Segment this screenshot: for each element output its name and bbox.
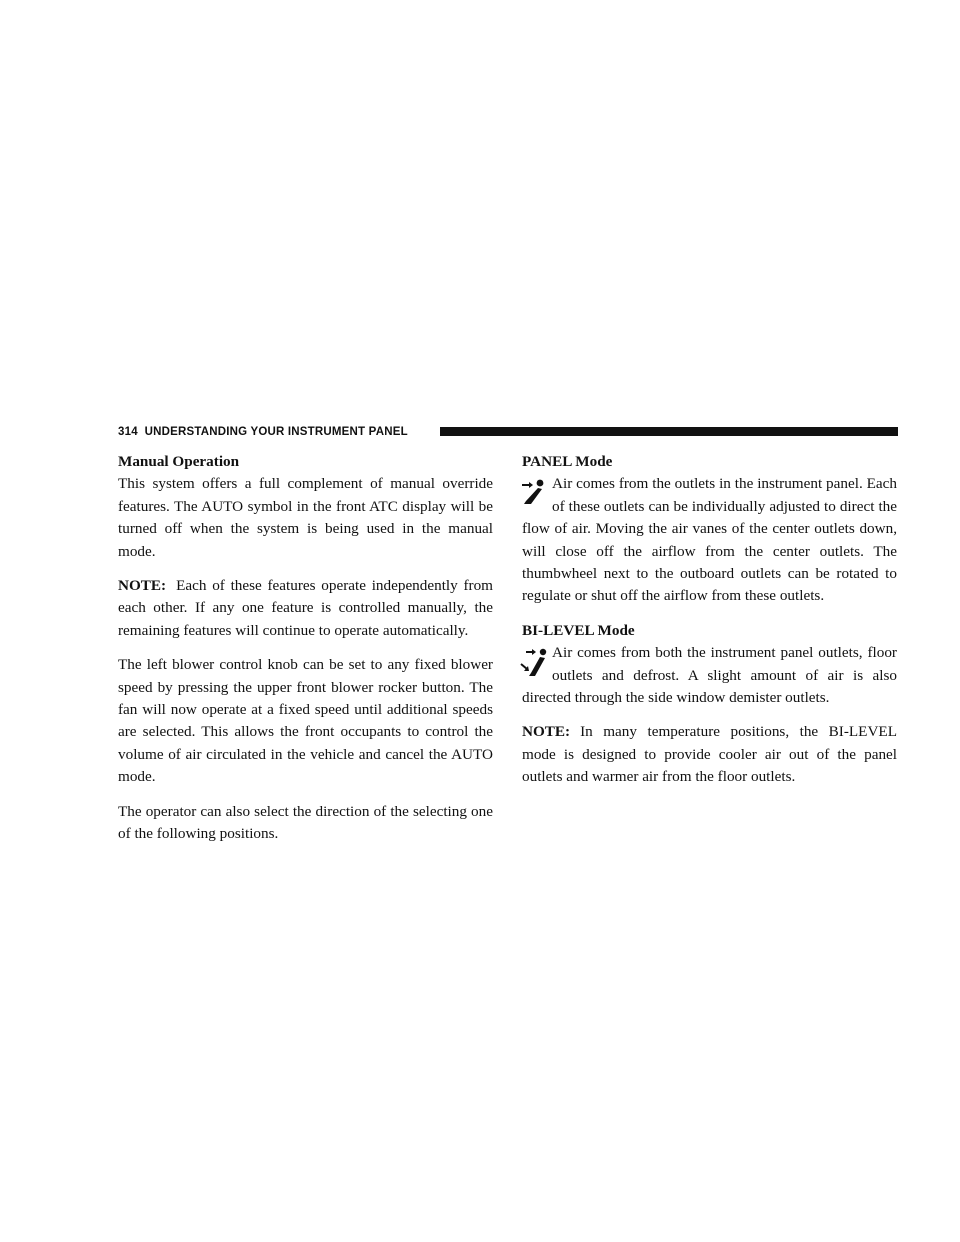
blower-paragraph: The left blower control knob can be set to any fixed blower speed by pressing the upper front blower rocker button. The fan will now operate at a fixed speed until additional speeds are selected. This allows the front occupants to control the volume of air circulated in the vehicle and cancel the AUTO mode. xyxy=(118,656,493,786)
panel-mode-text: Air comes from the outlets in the instrument panel. Each of these outlets can be individually adjusted to direct the flow of air. Moving the air vanes of the center outlets down, will close off the airflow from the center outlets. The thumbwheel next to the outboard outlets can be rotated to regulate or shut off the airflow from these outlets. xyxy=(522,475,897,605)
note-label: NOTE: xyxy=(118,577,167,595)
bi-level-mode-heading: BI-LEVEL Mode xyxy=(522,621,635,639)
bi-level-mode-block xyxy=(522,642,897,709)
note-text: Each of these features operate independently from each other. If any one feature is controlled manually, the remaining features will continue to operate automatically. xyxy=(118,577,493,639)
page-header xyxy=(118,424,898,440)
note-paragraph-right xyxy=(522,721,897,788)
section-title: UNDERSTANDING YOUR INSTRUMENT PANEL xyxy=(144,426,408,438)
note-label: NOTE: xyxy=(522,723,571,741)
bi-level-mode-icon xyxy=(518,646,550,680)
panel-mode-block xyxy=(522,473,897,607)
manual-operation-heading: Manual Operation xyxy=(118,453,240,470)
manual-operation-paragraph: This system offers a full complement of manual override features. The AUTO symbol in the front ATC display will be turned off when the system is being used in the manual mode. xyxy=(118,475,493,560)
header-text xyxy=(118,424,408,440)
panel-mode-heading: PANEL Mode xyxy=(522,453,613,470)
left-column xyxy=(118,451,493,858)
note-text: In many temperature positions, the BI-LEVEL mode is designed to provide cooler air out of the panel outlets and warmer air from the floor outlets. xyxy=(522,723,897,786)
direction-paragraph: The operator can also select the direction of the selecting one of the following positions. xyxy=(118,802,493,843)
note-paragraph-left xyxy=(118,575,493,642)
header-rule xyxy=(440,427,898,436)
page-number: 314 xyxy=(118,426,138,438)
panel-mode-icon xyxy=(518,477,550,507)
bi-level-mode-text: Air comes from both the instrument panel outlets, floor outlets and defrost. A slight amount of air is also directed through the side window demister outlets. xyxy=(522,644,897,707)
right-column xyxy=(522,451,897,801)
